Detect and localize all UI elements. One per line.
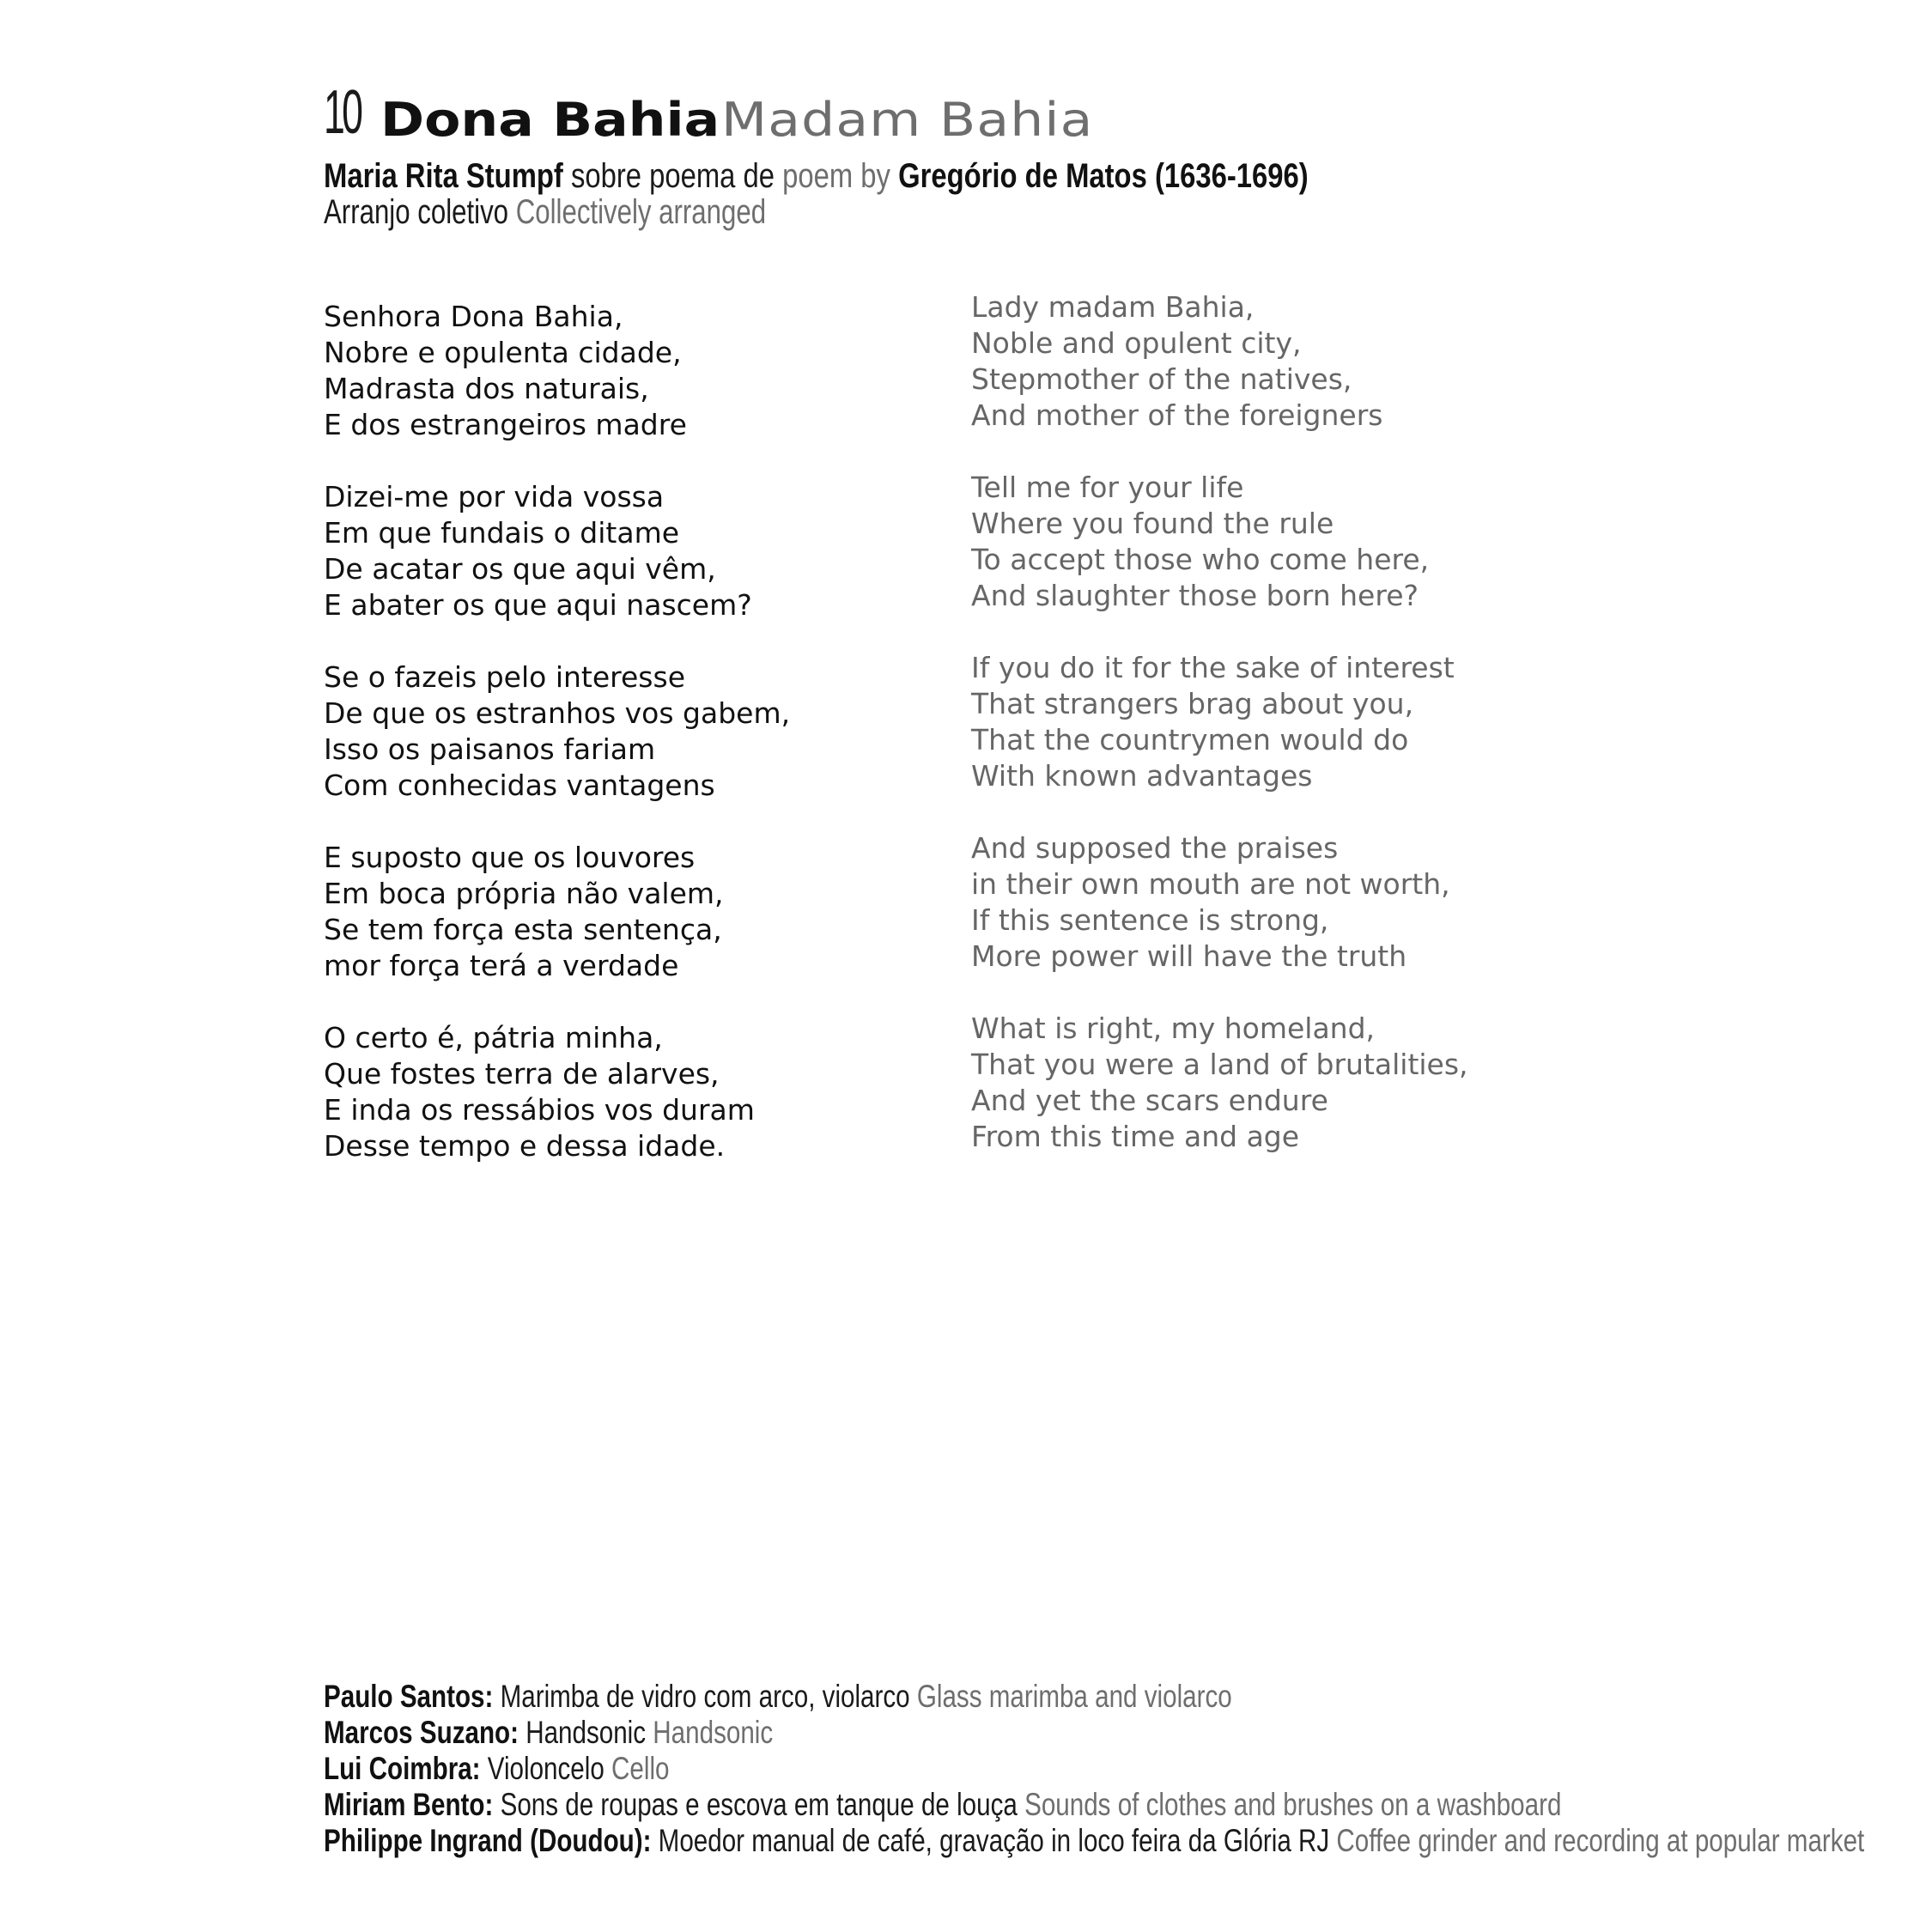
musician-role-pt: Marimba de vidro com arco, violarco bbox=[500, 1679, 910, 1714]
musician-role-pt: Handsonic bbox=[526, 1715, 647, 1750]
verse-pt: O certo é, pátria minha, bbox=[324, 1021, 663, 1054]
verse-pt: Madrasta dos naturais, bbox=[324, 372, 649, 405]
musician-name: Marcos Suzano: bbox=[324, 1715, 519, 1750]
stanza-pt-2 bbox=[324, 479, 790, 623]
verse-en: More power will have the truth bbox=[971, 939, 1407, 973]
composer-name: Maria Rita Stumpf bbox=[324, 157, 563, 195]
stanza-en-5 bbox=[971, 1011, 1468, 1155]
track-title-en: Madam Bahia bbox=[720, 93, 1094, 147]
verse-en: And yet the scars endure bbox=[971, 1084, 1328, 1117]
musician-credit bbox=[324, 1751, 1864, 1787]
musician-role-en: Cello bbox=[611, 1751, 670, 1786]
verse-en: That the countrymen would do bbox=[971, 723, 1409, 756]
composer-credit bbox=[324, 157, 1309, 196]
verse-pt: Isso os paisanos fariam bbox=[324, 732, 656, 766]
credit-connector-en: poem by bbox=[782, 157, 890, 195]
verse-pt: Desse tempo e dessa idade. bbox=[324, 1129, 726, 1163]
musician-role-pt: Violoncelo bbox=[487, 1751, 605, 1786]
verse-en: Tell me for your life bbox=[971, 471, 1244, 504]
stanza-pt-1 bbox=[324, 299, 790, 443]
musician-role-en: Sounds of clothes and brushes on a washboard bbox=[1024, 1787, 1562, 1822]
verse-en: And slaughter those born here? bbox=[971, 579, 1419, 612]
verse-pt: Senhora Dona Bahia, bbox=[324, 300, 623, 333]
musician-credit bbox=[324, 1823, 1864, 1859]
verse-pt: Com conhecidas vantagens bbox=[324, 769, 715, 802]
musician-credits bbox=[324, 1679, 1932, 1859]
verse-en: Lady madam Bahia, bbox=[971, 290, 1255, 324]
track-title-pt: Dona Bahia bbox=[380, 93, 720, 147]
arrangement-credit bbox=[324, 193, 766, 232]
verse-en: Where you found the rule bbox=[971, 507, 1334, 540]
verse-en: That strangers brag about you, bbox=[971, 687, 1414, 720]
musician-role-en: Coffee grinder and recording at popular market bbox=[1336, 1823, 1865, 1858]
musician-credit bbox=[324, 1715, 1864, 1751]
musician-name: Lui Coimbra: bbox=[324, 1751, 481, 1786]
stanza-en-1 bbox=[971, 289, 1468, 434]
verse-pt: E abater os que aqui nascem? bbox=[324, 588, 752, 622]
musician-name: Philippe Ingrand (Doudou): bbox=[324, 1823, 652, 1858]
stanza-en-4 bbox=[971, 830, 1468, 975]
verse-en: What is right, my homeland, bbox=[971, 1012, 1376, 1045]
arrangement-pt: Arranjo coletivo bbox=[324, 193, 509, 231]
verse-en: And mother of the foreigners bbox=[971, 398, 1383, 432]
track-header bbox=[324, 78, 1524, 231]
verse-pt: Se o fazeis pelo interesse bbox=[324, 660, 685, 694]
musician-role-pt: Moedor manual de café, gravação in loco feira da Glória RJ bbox=[658, 1823, 1330, 1858]
arrangement-en: Collectively arranged bbox=[515, 193, 767, 231]
track-title-line bbox=[324, 78, 1524, 152]
musician-role-en: Glass marimba and violarco bbox=[916, 1679, 1232, 1714]
verse-pt: Se tem força esta sentença, bbox=[324, 913, 722, 946]
musician-credit bbox=[324, 1679, 1864, 1715]
stanza-en-2 bbox=[971, 470, 1468, 614]
verse-en: To accept those who come here, bbox=[971, 543, 1430, 576]
musician-name: Paulo Santos: bbox=[324, 1679, 494, 1714]
stanza-pt-5 bbox=[324, 1020, 790, 1164]
verse-pt: E inda os ressábios vos duram bbox=[324, 1093, 755, 1127]
verse-pt: Em que fundais o ditame bbox=[324, 516, 680, 550]
verse-en: If this sentence is strong, bbox=[971, 903, 1329, 937]
verse-pt: E dos estrangeiros madre bbox=[324, 408, 687, 441]
verse-en: If you do it for the sake of interest bbox=[971, 651, 1455, 684]
musician-role-en: Handsonic bbox=[653, 1715, 774, 1750]
verse-pt: mor força terá a verdade bbox=[324, 949, 679, 982]
poet-name: Gregório de Matos (1636-1696) bbox=[898, 157, 1309, 195]
verse-pt: Que fostes terra de alarves, bbox=[324, 1057, 720, 1091]
poem-english bbox=[971, 289, 1468, 1155]
verse-en: And supposed the praises bbox=[971, 831, 1339, 865]
verse-pt: Nobre e opulenta cidade, bbox=[324, 336, 682, 369]
verse-en: Noble and opulent city, bbox=[971, 326, 1302, 360]
musician-role-pt: Sons de roupas e escova em tanque de louça bbox=[500, 1787, 1018, 1822]
verse-pt: Dizei-me por vida vossa bbox=[324, 480, 665, 513]
verse-pt: E suposto que os louvores bbox=[324, 841, 696, 874]
verse-pt: De que os estranhos vos gabem, bbox=[324, 696, 791, 730]
musician-credit bbox=[324, 1787, 1864, 1823]
stanza-pt-4 bbox=[324, 840, 790, 984]
track-number: 10 bbox=[324, 78, 361, 147]
musician-name: Miriam Bento: bbox=[324, 1787, 494, 1822]
credit-connector-pt: sobre poema de bbox=[570, 157, 775, 195]
verse-pt: De acatar os que aqui vêm, bbox=[324, 552, 716, 586]
stanza-en-3 bbox=[971, 650, 1468, 794]
verse-en: With known advantages bbox=[971, 759, 1313, 793]
verse-en: That you were a land of brutalities, bbox=[971, 1048, 1468, 1081]
poem-portuguese bbox=[324, 299, 790, 1164]
verse-en: From this time and age bbox=[971, 1120, 1300, 1153]
verse-en: in their own mouth are not worth, bbox=[971, 867, 1450, 901]
verse-pt: Em boca própria não valem, bbox=[324, 877, 724, 910]
verse-en: Stepmother of the natives, bbox=[971, 362, 1352, 396]
stanza-pt-3 bbox=[324, 659, 790, 804]
